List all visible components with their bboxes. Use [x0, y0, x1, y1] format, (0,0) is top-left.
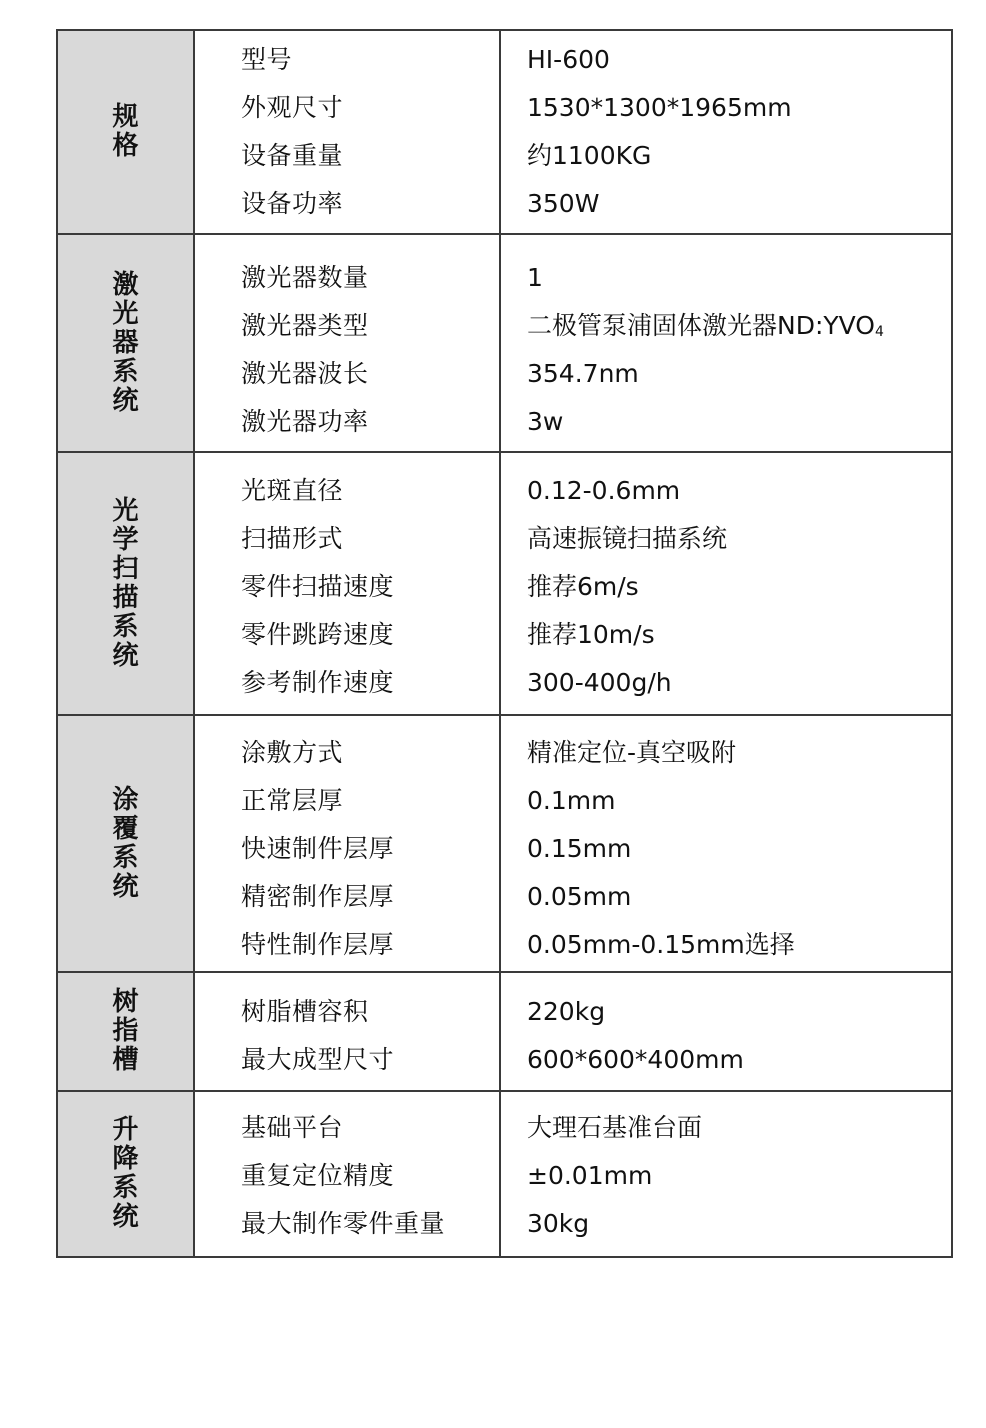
- parameter-name: 激光器数量: [241, 263, 369, 292]
- parameter-value: [527, 988, 951, 1036]
- parameter-name: 零件跳跨速度: [241, 619, 395, 649]
- parameter-value-text: 220kg: [527, 996, 606, 1026]
- parameter-value-text: 1530*1300*1965mm: [527, 93, 792, 122]
- parameter-value: [527, 398, 951, 446]
- value-cell: [500, 1091, 952, 1257]
- parameter-value: [527, 777, 951, 825]
- value-cell: [500, 715, 952, 972]
- parameter-value: [527, 1104, 951, 1152]
- category-label: 激光器系统: [112, 269, 139, 416]
- parameter-value: [527, 350, 951, 398]
- category-label: 规格: [112, 102, 139, 161]
- parameter-value-text: 300-400g/h: [527, 667, 672, 697]
- parameter-value-text: 推荐10m/s: [527, 619, 655, 649]
- parameter-value: [527, 729, 951, 777]
- parameter-value-text: HI-600: [527, 45, 610, 74]
- category-label: 光学扫描系统: [112, 495, 139, 671]
- category-label: 升降系统: [112, 1115, 139, 1232]
- parameter-value-text: 0.15mm: [527, 833, 632, 863]
- parameter-value: [527, 132, 951, 180]
- parameter-value-text: 精准定位-真空吸附: [527, 737, 737, 767]
- parameter-value: [527, 515, 951, 563]
- parameter-name: 快速制件层厚: [241, 833, 395, 863]
- parameter-name: 激光器功率: [241, 407, 369, 436]
- parameter-name: 设备功率: [241, 189, 344, 218]
- parameter-value-text: 3w: [527, 407, 564, 436]
- parameter-name: 树脂槽容积: [241, 996, 369, 1026]
- spec-section: [57, 1091, 952, 1257]
- parameter-value: [527, 36, 951, 84]
- parameter-value-text: 二极管泵浦固体激光器ND:YVO: [527, 311, 875, 340]
- parameter-value: [527, 563, 951, 611]
- parameter-value: [527, 873, 951, 921]
- category-cell: [57, 30, 194, 234]
- parameter-value: [527, 1152, 951, 1200]
- parameter-name: 激光器波长: [241, 359, 369, 388]
- parameter-value: [527, 611, 951, 659]
- parameter-value: [527, 254, 951, 302]
- parameter-name: 基础平台: [241, 1113, 344, 1142]
- category-cell: [57, 972, 194, 1091]
- parameter-name: 特性制作层厚: [241, 929, 395, 959]
- parameter-value-text: ±0.01mm: [527, 1161, 653, 1190]
- parameter-name: 重复定位精度: [241, 1161, 395, 1190]
- spec-table: [56, 29, 953, 1258]
- category-label: 树指槽: [112, 987, 139, 1075]
- parameter-value-text: 0.05mm: [527, 881, 632, 911]
- value-cell: [500, 972, 952, 1091]
- category-label: 涂覆系统: [112, 784, 139, 902]
- parameter-cell: [194, 234, 500, 452]
- parameter-value-text: 354.7nm: [527, 359, 639, 388]
- parameter-value-text: 高速振镜扫描系统: [527, 523, 728, 553]
- value-cell: [500, 30, 952, 234]
- parameter-value: [527, 1200, 951, 1248]
- parameter-name: 正常层厚: [241, 785, 344, 815]
- parameter-name: 涂敷方式: [241, 737, 344, 767]
- parameter-cell: [194, 30, 500, 234]
- value-cell: [500, 234, 952, 452]
- parameter-name: 精密制作层厚: [241, 881, 395, 911]
- parameter-name: 外观尺寸: [241, 93, 344, 122]
- parameter-value-text: 推荐6m/s: [527, 571, 639, 601]
- parameter-value-text: 0.12-0.6mm: [527, 475, 681, 505]
- category-cell: [57, 1091, 194, 1257]
- parameter-cell: [194, 972, 500, 1091]
- parameter-value: [527, 467, 951, 515]
- spec-section: [57, 234, 952, 452]
- parameter-name: 光斑直径: [241, 475, 344, 505]
- parameter-name: 参考制作速度: [241, 667, 395, 697]
- parameter-cell: [194, 715, 500, 972]
- parameter-value-text: 600*600*400mm: [527, 1044, 744, 1074]
- parameter-value-text: 0.05mm-0.15mm选择: [527, 929, 795, 959]
- category-cell: [57, 452, 194, 715]
- parameter-value-text: 1: [527, 263, 543, 292]
- parameter-value-text: 约1100KG: [527, 141, 652, 170]
- category-cell: [57, 715, 194, 972]
- category-cell: [57, 234, 194, 452]
- parameter-value-text: 30kg: [527, 1209, 590, 1238]
- parameter-value: [527, 659, 951, 707]
- spec-section: [57, 30, 952, 234]
- parameter-value-text: 350W: [527, 189, 600, 218]
- parameter-cell: [194, 1091, 500, 1257]
- value-cell: [500, 452, 952, 715]
- parameter-value: [527, 84, 951, 132]
- parameter-value-text: 0.1mm: [527, 785, 616, 815]
- parameter-name: 最大制作零件重量: [241, 1209, 446, 1238]
- spec-section: [57, 715, 952, 972]
- parameter-value: [527, 921, 951, 969]
- parameter-value: [527, 302, 951, 350]
- parameter-value: [527, 180, 951, 228]
- spec-section: [57, 972, 952, 1091]
- parameter-name: 型号: [241, 45, 293, 74]
- parameter-name: 最大成型尺寸: [241, 1044, 395, 1074]
- parameter-name: 设备重量: [241, 141, 344, 170]
- parameter-cell: [194, 452, 500, 715]
- parameter-name: 激光器类型: [241, 311, 369, 340]
- parameter-name: 零件扫描速度: [241, 571, 395, 601]
- parameter-value-text: 大理石基准台面: [527, 1113, 703, 1142]
- parameter-name: 扫描形式: [241, 523, 344, 553]
- spec-section: [57, 452, 952, 715]
- parameter-value: [527, 825, 951, 873]
- parameter-value-subscript: 4: [875, 324, 884, 340]
- parameter-value: [527, 1036, 951, 1084]
- spec-table-body: [57, 30, 952, 1257]
